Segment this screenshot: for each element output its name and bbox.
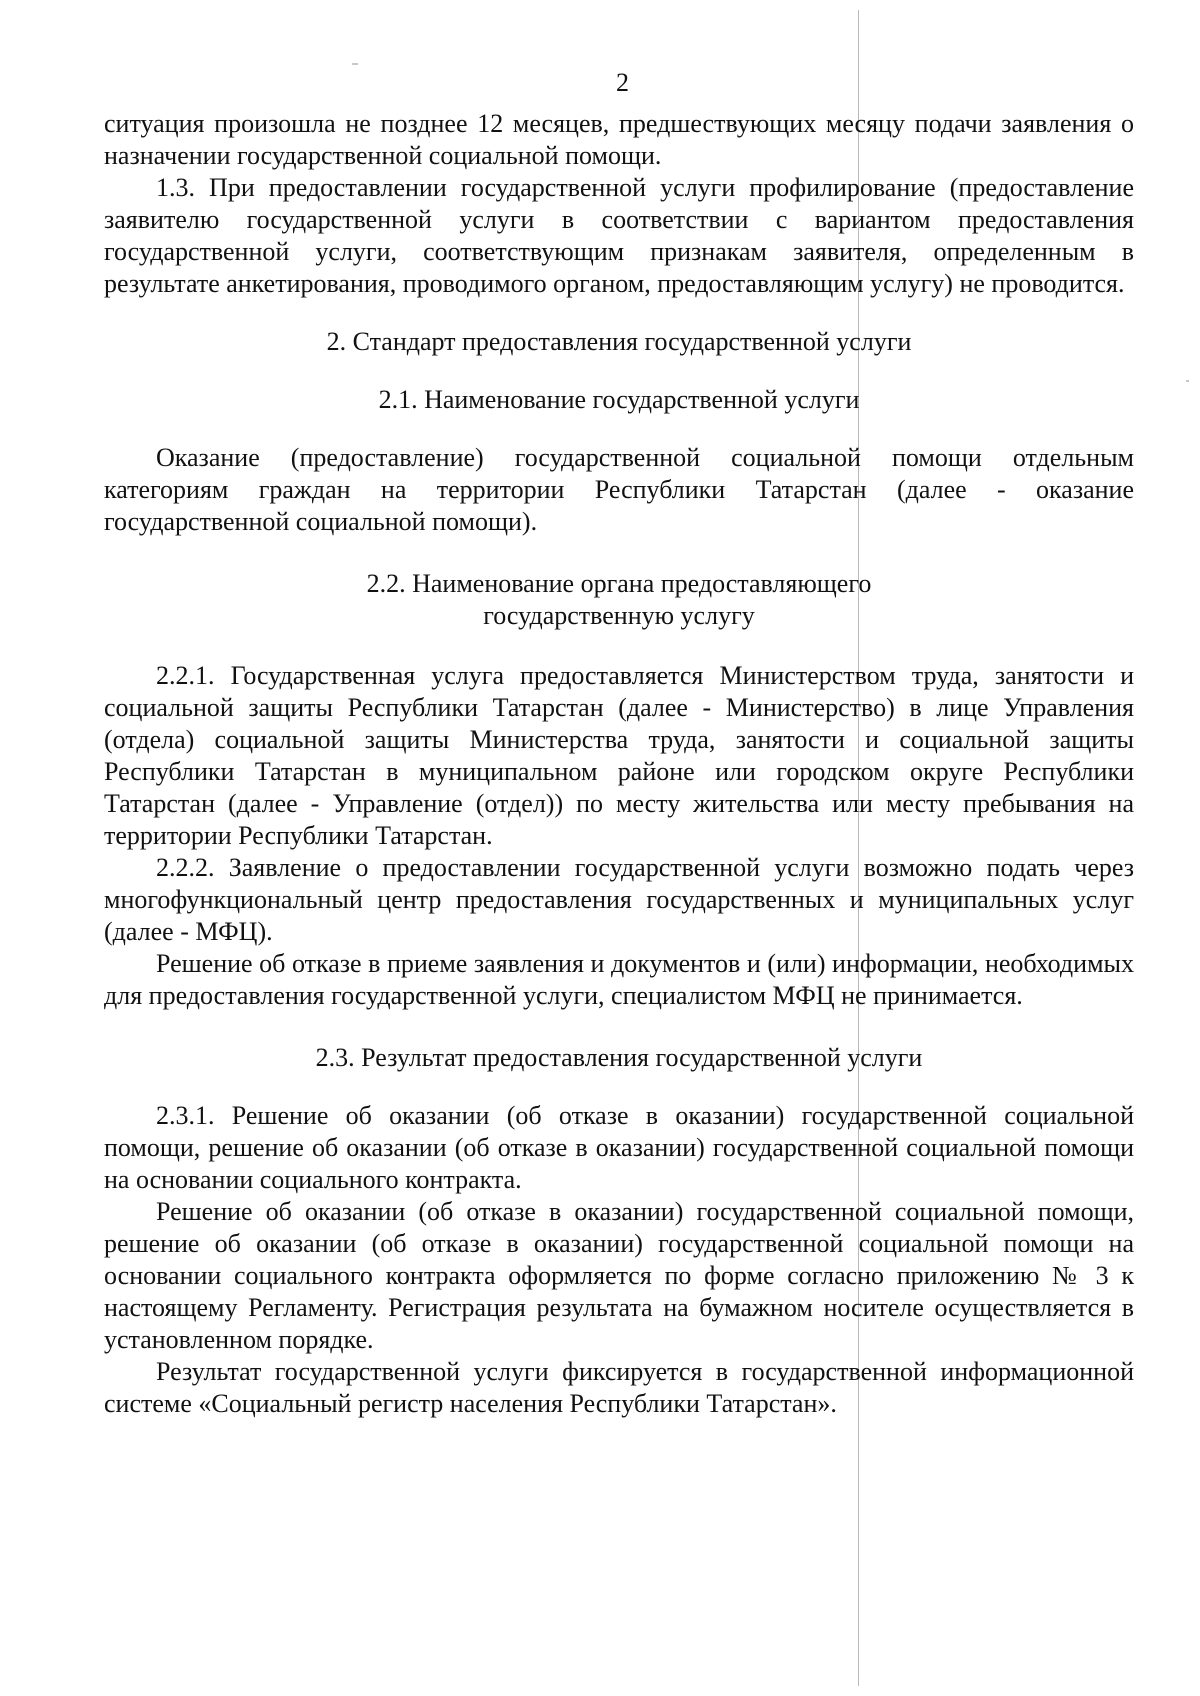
paragraph-2-3-1-registry: Результат государственной услуги фиксируется в государственной информационной системе «Социальный регистр населения Республики Татарстан». (104, 1357, 1134, 1418)
paragraph-2-2-2: 2.2.2. Заявление о предоставлении государственной услуги возможно подать через многофункциональный центр предоставления государственных и муниципальных услуг (далее - МФЦ). (104, 853, 1134, 946)
paragraph-2-3-1-form: Решение об оказании (об отказе в оказании) государственной социальной помощи, решение об оказании (об отказе в оказании) государственной социальной помощи на основании социального контракта оформляется по форме согласно приложению № 3 к настоящему Регламенту. Регистрация результата на бумажном носителе осуществляется в установленном порядке. (104, 1197, 1134, 1354)
document-body (104, 108, 1134, 1420)
section-heading-2: 2. Стандарт предоставления государственной услуги (326, 327, 912, 356)
paragraph-2-1: Оказание (предоставление) государственной социальной помощи отдельным категориям граждан на территории Республики Татарстан (далее - оказание государственной социальной помощи). (104, 443, 1134, 536)
paragraph-continuation: ситуация произошла не позднее 12 месяцев, предшествующих месяцу подачи заявления о назначении государственной социальной помощи. (104, 109, 1134, 170)
paragraph-2-2-2-refusal: Решение об отказе в приеме заявления и документов и (или) информации, необходимых для предоставления государственной услуги, специалистом МФЦ не принимается. (104, 949, 1134, 1010)
section-heading-2-2-line2: государственную услугу (483, 601, 755, 630)
paragraph-1-3: 1.3. При предоставлении государственной услуги профилирование (предоставление заявителю государственной услуги в соответствии с вариантом предоставления государственной услуги, соответствующим признакам заявителя, определенным в результате анкетирования, проводимого органом, предоставляющим услугу) не проводится. (104, 173, 1134, 298)
paragraph-2-2-1: 2.2.1. Государственная услуга предоставляется Министерством труда, занятости и социальной защиты Республики Татарстан (далее - Министерство) в лице Управления (отдела) социальной защиты Министерства труда, занятости и социальной защиты Республики Татарстан в муниципальном районе или городском округе Республики Татарстан (далее - Управление (отдел)) по месту жительства или месту пребывания на территории Республики Татарстан. (104, 661, 1134, 850)
scan-speck (352, 63, 358, 65)
section-heading-2-1: 2.1. Наименование государственной услуги (378, 385, 860, 414)
scan-speck (1186, 380, 1189, 382)
page-number: 2 (616, 68, 629, 97)
paragraph-2-3-1: 2.3.1. Решение об оказании (об отказе в оказании) государственной социальной помощи, решение об оказании (об отказе в оказании) государственной социальной помощи на основании социального контракта. (104, 1101, 1134, 1194)
section-heading-2-2-line1: 2.2. Наименование органа предоставляющего (366, 569, 872, 598)
section-heading-2-3: 2.3. Результат предоставления государственной услуги (315, 1043, 923, 1072)
